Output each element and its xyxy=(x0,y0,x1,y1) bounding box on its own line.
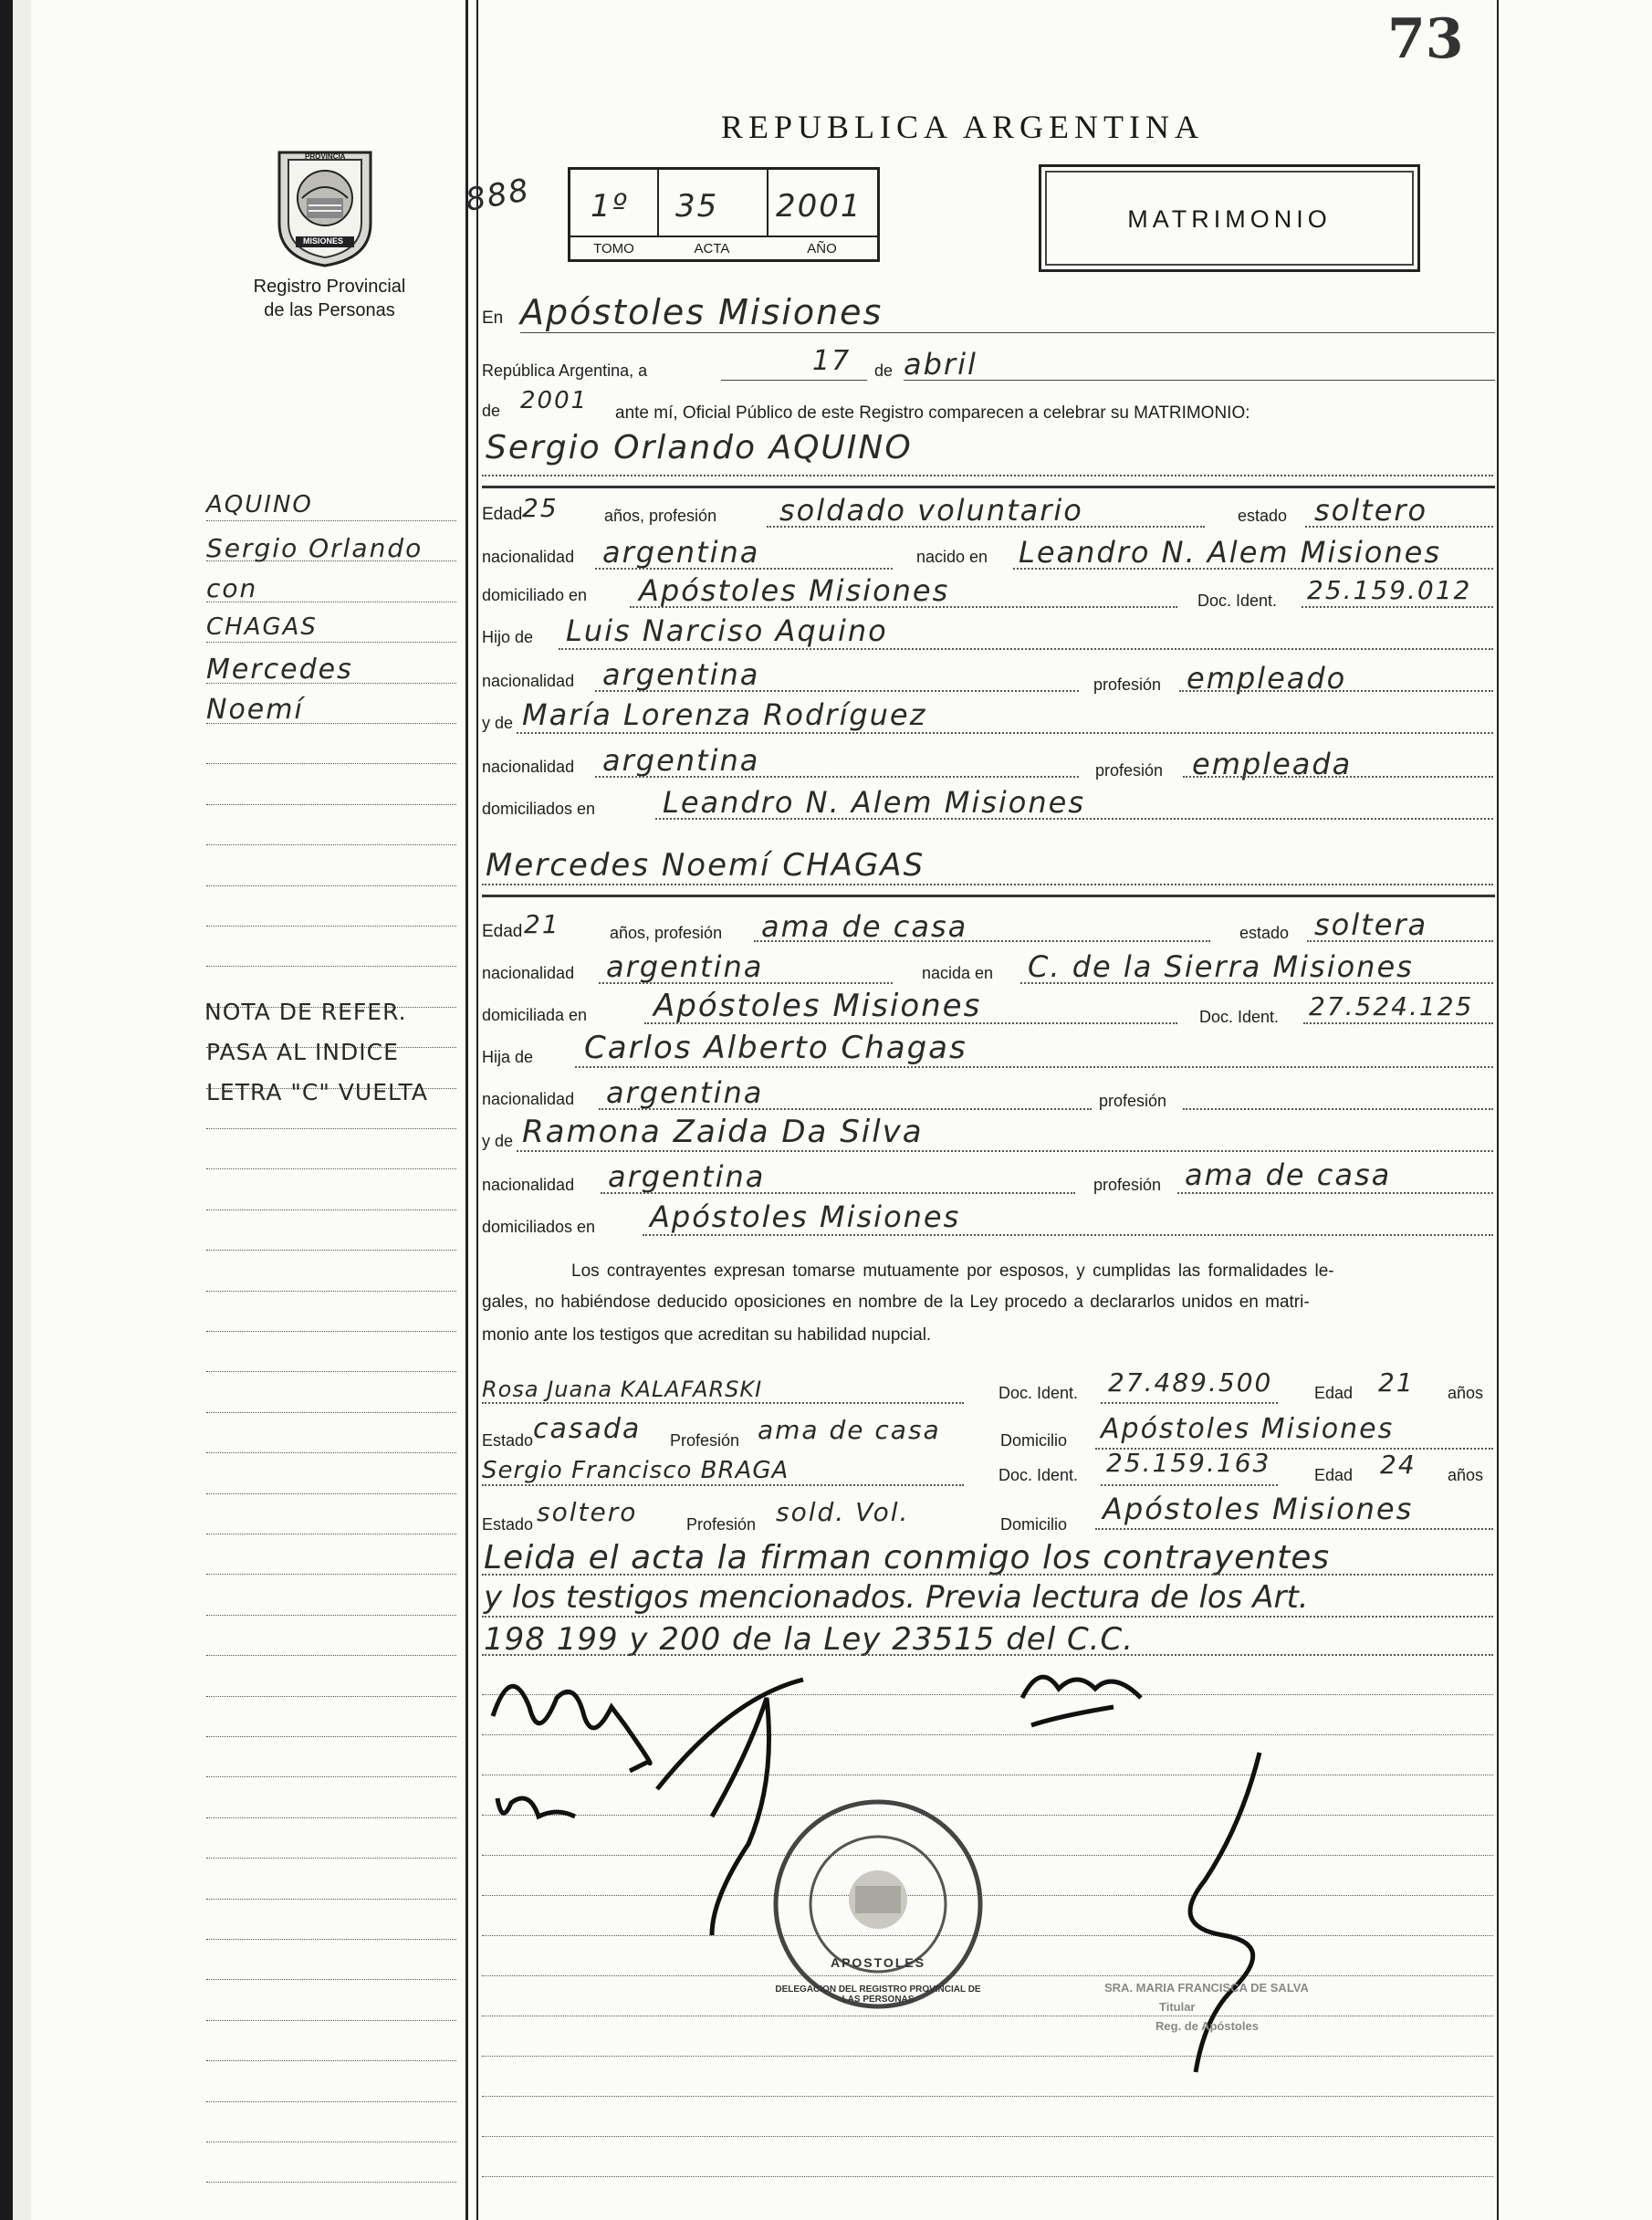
bride-doc-label: Doc. Ident. xyxy=(1199,1008,1280,1026)
groom-profession: soldado voluntario xyxy=(779,493,1083,528)
margin-index-4: CHAGAS xyxy=(206,613,318,641)
official-stamp-line-3: Reg. de Apóstoles xyxy=(1155,2019,1259,2033)
declaration-line-1: Los contrayentes expresan tomarse mutuamente por esposos, y cumplidas las formalidades le- xyxy=(571,1262,1334,1281)
margin-rule xyxy=(206,1696,456,1697)
ano-label: AÑO xyxy=(807,241,837,257)
bride-parents-dom-label: domiciliados en xyxy=(482,1218,596,1236)
bride-civil-status: soltera xyxy=(1314,907,1428,942)
republic-label: República Argentina, a xyxy=(482,361,648,380)
groom-doc-label: Doc. Ident. xyxy=(1197,592,1278,610)
margin-rule xyxy=(206,642,456,643)
seal-bottom-text: MISIONES xyxy=(303,236,344,246)
bride-estado-label: estado xyxy=(1239,924,1290,942)
witness1-dom-label: Domicilio xyxy=(1000,1431,1068,1450)
groom-nacido-label: nacido en xyxy=(916,548,988,566)
tomo-acta-ano-box xyxy=(568,167,880,262)
margin-rule xyxy=(206,1371,456,1372)
witness1-anos-label: años xyxy=(1448,1384,1484,1402)
witness2-doc: 25.159.163 xyxy=(1106,1448,1271,1478)
margin-rule xyxy=(206,926,456,927)
margin-index-2: Sergio Orlando xyxy=(206,533,423,563)
marriage-year: 2001 xyxy=(520,387,589,414)
groom-full-name: Sergio Orlando AQUINO xyxy=(486,429,913,466)
registry-name-line1: Registro Provincial xyxy=(253,277,406,297)
margin-rule xyxy=(206,1250,456,1251)
marriage-place: Apóstoles Misiones xyxy=(520,292,884,332)
bride-yde-label: y de xyxy=(482,1132,514,1150)
registry-name-line2: de las Personas xyxy=(264,300,395,320)
groom-anos-prof-label: años, profesión xyxy=(604,507,717,525)
groom-age: 25 xyxy=(522,493,559,523)
witness2-prof-label: Profesión xyxy=(686,1515,757,1534)
bride-domicile: Apóstoles Misiones xyxy=(653,988,982,1024)
page-binding-edge xyxy=(0,0,13,2220)
margin-rule xyxy=(206,1331,456,1332)
margin-rule xyxy=(206,763,456,764)
page-number: 73 xyxy=(1387,7,1464,71)
tomo-cell xyxy=(570,170,659,236)
margin-rule xyxy=(206,1493,456,1494)
groom-nationality: argentina xyxy=(602,535,760,570)
marriage-month: abril xyxy=(904,347,978,382)
margin-rule xyxy=(206,1168,456,1169)
margin-rule xyxy=(206,2141,456,2142)
bride-doc: 27.524.125 xyxy=(1309,991,1474,1021)
witness1-prof-label: Profesión xyxy=(670,1431,740,1450)
declaration-line-2: gales, no habiéndose deducido oposiciones en nombre de la Ley procedo a declararlos unidos en matri- xyxy=(482,1293,1310,1312)
closing-line-2: y los testigos mencionados. Previa lectura de los Art. xyxy=(484,1579,1309,1616)
witness1-doc-label: Doc. Ident. xyxy=(999,1384,1079,1402)
tomo-label: TOMO xyxy=(593,241,634,257)
margin-rule xyxy=(206,885,456,886)
margin-rule xyxy=(206,966,456,967)
groom-nac-label: nacionalidad xyxy=(482,548,575,566)
groom-father-nationality: argentina xyxy=(602,657,760,692)
witness2-dom-label: Domicilio xyxy=(1000,1515,1068,1534)
groom-edad-label: Edad xyxy=(482,505,523,524)
groom-mother-nac-label: nacionalidad xyxy=(482,758,575,776)
margin-rule xyxy=(206,1574,456,1575)
provincial-seal xyxy=(270,141,380,269)
witness1-age: 21 xyxy=(1378,1367,1415,1398)
groom-doc: 25.159.012 xyxy=(1307,575,1472,605)
registry-stamp xyxy=(768,1795,988,2014)
witness1-doc: 27.489.500 xyxy=(1108,1367,1273,1398)
acta-label: ACTA xyxy=(694,241,730,257)
margin-rule xyxy=(206,804,456,805)
country-heading: REPUBLICA ARGENTINA xyxy=(721,109,1205,145)
marriage-day: 17 xyxy=(812,345,852,377)
groom-father-nac-label: nacionalidad xyxy=(482,672,575,690)
margin-rule xyxy=(206,1776,456,1777)
groom-father: Luis Narciso Aquino xyxy=(566,613,888,648)
witness2-civil-status: soltero xyxy=(537,1497,638,1527)
acta-value: 35 xyxy=(675,188,719,225)
bride-father: Carlos Alberto Chagas xyxy=(584,1030,967,1066)
bride-mother-prof-label: profesión xyxy=(1093,1176,1162,1194)
groom-father-profession: empleado xyxy=(1187,661,1347,696)
groom-yde-label: y de xyxy=(482,714,514,732)
witness2-name: Sergio Francisco BRAGA xyxy=(482,1457,789,1484)
margin-rule xyxy=(206,1817,456,1818)
margin-rule xyxy=(206,1209,456,1210)
official-stamp-line-1: SRA. MARIA FRANCISCA DE SALVA xyxy=(1104,1981,1309,1995)
margin-rule xyxy=(206,1858,456,1859)
margin-index-3: con xyxy=(206,573,258,603)
groom-birthplace: Leandro N. Alem Misiones xyxy=(1019,535,1441,570)
groom-civil-status: soltero xyxy=(1314,493,1428,528)
groom-domicile: Apóstoles Misiones xyxy=(639,573,950,608)
margin-rule xyxy=(206,1412,456,1413)
margin-rule xyxy=(206,520,456,521)
groom-mother-prof-label: profesión xyxy=(1095,761,1164,780)
margin-note-2: PASA AL INDICE xyxy=(206,1039,399,1065)
witness1-edad-label: Edad xyxy=(1314,1384,1354,1402)
margin-rule xyxy=(206,1899,456,1900)
groom-parents-domicile: Leandro N. Alem Misiones xyxy=(663,785,1085,820)
witness1-estado-label: Estado xyxy=(482,1431,534,1450)
witness2-signature xyxy=(1022,1677,1141,1725)
margin-index-6: Noemí xyxy=(206,694,304,726)
bride-anos-prof-label: años, profesión xyxy=(610,924,723,942)
official-stamp xyxy=(1104,1981,1309,2033)
en-label: En xyxy=(482,309,504,328)
de-label-2: de xyxy=(482,402,501,420)
margin-rule xyxy=(206,1655,456,1656)
official-stamp-line-2: Titular xyxy=(1159,2000,1196,2014)
margin-rule xyxy=(206,1939,456,1940)
bride-mother: Ramona Zaida Da Silva xyxy=(522,1114,924,1150)
bride-mother-nac-label: nacionalidad xyxy=(482,1176,575,1194)
bride-dom-label: domiciliada en xyxy=(482,1006,588,1024)
groom-mother: María Lorenza Rodríguez xyxy=(522,697,927,732)
margin-rule xyxy=(206,2101,456,2102)
closing-line-3: 198 199 y 200 de la Ley 23515 del C.C. xyxy=(484,1621,1134,1658)
witness2-edad-label: Edad xyxy=(1314,1466,1354,1484)
stamp-city: APOSTOLES xyxy=(830,1955,926,1970)
witness2-age: 24 xyxy=(1380,1450,1417,1480)
witness2-profession: sold. Vol. xyxy=(776,1497,910,1527)
groom-mother-nationality: argentina xyxy=(602,743,760,778)
tomo-value: 1º xyxy=(591,188,629,225)
groom-hijo-label: Hijo de xyxy=(482,628,534,646)
declaration-line-3: monio ante los testigos que acreditan su habilidad nupcial. xyxy=(482,1325,932,1345)
groom-parents-dom-label: domiciliados en xyxy=(482,800,596,818)
bride-father-prof-label: profesión xyxy=(1099,1092,1167,1110)
margin-rule xyxy=(206,2020,456,2021)
margin-note-1: NOTA DE REFER. xyxy=(204,999,407,1025)
bride-nacida-label: nacida en xyxy=(922,964,994,982)
intro-text: ante mí, Oficial Público de este Registro comparecen a celebrar su MATRIMONIO: xyxy=(615,403,1250,423)
bride-edad-label: Edad xyxy=(482,922,523,941)
margin-rule xyxy=(206,1291,456,1292)
bride-profession: ama de casa xyxy=(761,909,968,944)
margin-rule xyxy=(206,1736,456,1737)
margin-rule xyxy=(206,1979,456,1980)
closing-line-1: Leida el acta la firman conmigo los contrayentes xyxy=(484,1539,1331,1576)
witness2-anos-label: años xyxy=(1448,1466,1484,1484)
witness2-doc-label: Doc. Ident. xyxy=(999,1466,1079,1484)
bride-nationality: argentina xyxy=(606,949,764,984)
bride-birthplace: C. de la Sierra Misiones xyxy=(1028,949,1414,984)
witness1-civil-status: casada xyxy=(533,1413,642,1445)
margin-index-1: AQUINO xyxy=(206,491,313,518)
bride-signature xyxy=(497,1798,575,1817)
de-label: de xyxy=(874,361,894,380)
bride-mother-nationality: argentina xyxy=(608,1159,766,1194)
witness1-profession: ama de casa xyxy=(758,1415,941,1445)
margin-rule xyxy=(206,2060,456,2061)
ano-value: 2001 xyxy=(776,188,863,225)
margin-index-5: Mercedes xyxy=(206,654,353,686)
bride-father-nationality: argentina xyxy=(606,1075,764,1110)
groom-dom-label: domiciliado en xyxy=(482,586,588,604)
bride-hija-label: Hija de xyxy=(482,1048,534,1066)
bride-full-name: Mercedes Noemí CHAGAS xyxy=(486,847,925,884)
witness1-domicile: Apóstoles Misiones xyxy=(1101,1413,1395,1445)
groom-father-prof-label: profesión xyxy=(1093,675,1162,694)
page-margin-strip xyxy=(13,0,31,2220)
bride-parents-domicile: Apóstoles Misiones xyxy=(650,1199,961,1234)
margin-rule xyxy=(206,1128,456,1129)
margin-rule xyxy=(206,1452,456,1453)
act-type-box xyxy=(1039,164,1420,272)
act-type: MATRIMONIO xyxy=(1127,205,1332,233)
margin-divider xyxy=(465,0,468,2220)
witness2-domicile: Apóstoles Misiones xyxy=(1103,1492,1414,1526)
groom-estado-label: estado xyxy=(1238,507,1288,525)
bride-nac-label: nacionalidad xyxy=(482,964,575,982)
seal-top-text: PROVINCIA xyxy=(305,152,346,161)
margin-rule xyxy=(206,1615,456,1616)
ano-cell xyxy=(767,170,877,236)
groom-signature xyxy=(493,1686,650,1771)
right-border xyxy=(1497,0,1499,2220)
margin-note-3: LETRA "C" VUELTA xyxy=(206,1079,428,1105)
side-note: 888 xyxy=(463,172,533,219)
bride-mother-profession: ama de casa xyxy=(1185,1157,1392,1192)
groom-mother-profession: empleada xyxy=(1192,747,1353,781)
witness2-estado-label: Estado xyxy=(482,1515,534,1534)
bride-age: 21 xyxy=(524,909,560,939)
margin-rule xyxy=(206,2182,456,2183)
acta-cell xyxy=(657,170,768,236)
margin-rule xyxy=(206,844,456,845)
bride-father-nac-label: nacionalidad xyxy=(482,1090,575,1108)
stamp-ring-text: DELEGACION DEL REGISTRO PROVINCIAL DE LAS PERSONAS xyxy=(775,1984,981,2005)
witness1-name: Rosa Juana KALAFARSKI xyxy=(482,1377,763,1402)
